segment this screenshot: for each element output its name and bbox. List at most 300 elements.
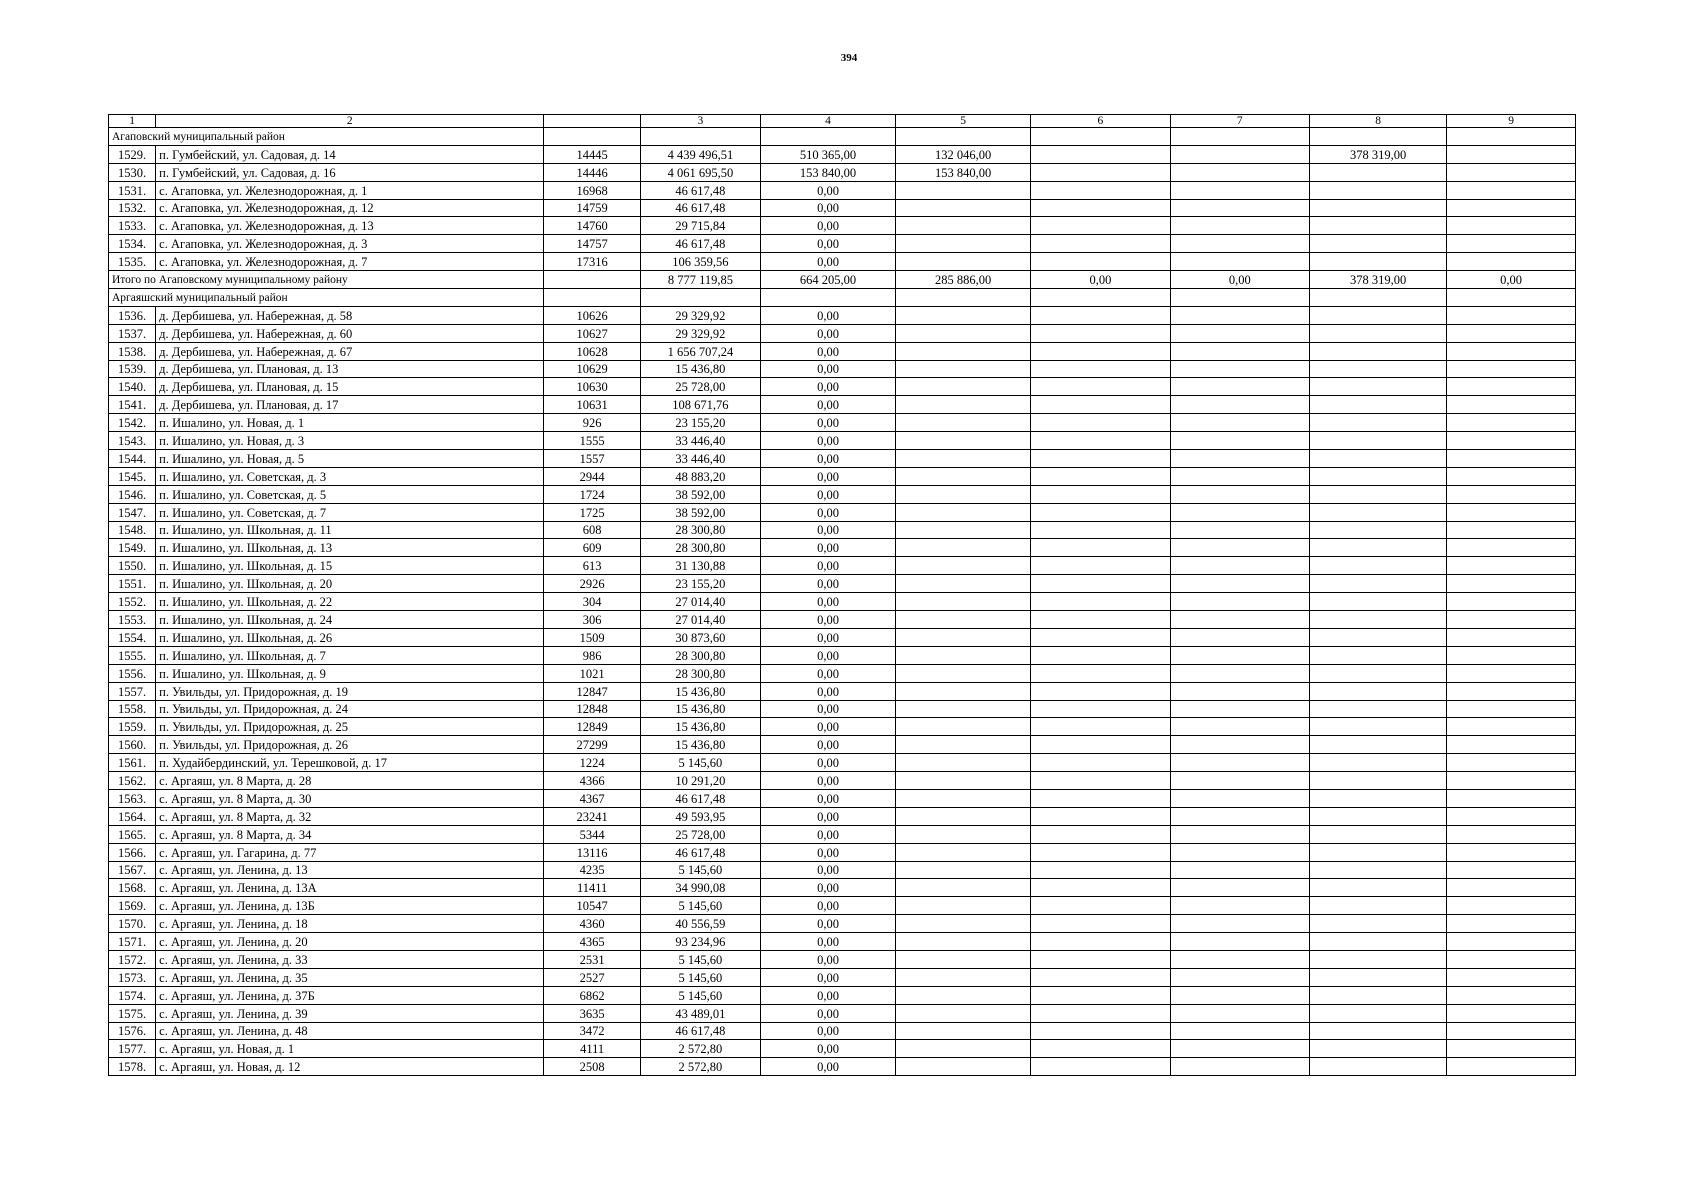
row-number: 1551. (109, 575, 156, 593)
col-6-value (1031, 700, 1170, 718)
section-title-row (109, 289, 1576, 307)
col-9-value (1447, 557, 1576, 575)
address: п. Ишалино, ул. Школьная, д. 24 (156, 611, 544, 629)
table-row (109, 1040, 1576, 1058)
col-6-value (1031, 1040, 1170, 1058)
building-id: 10547 (544, 897, 641, 915)
col-5-value (896, 467, 1031, 485)
row-number: 1529. (109, 145, 156, 163)
col-8-value (1309, 772, 1446, 790)
total-cost: 15 436,80 (640, 360, 760, 378)
row-number: 1544. (109, 450, 156, 468)
total-cost: 38 592,00 (640, 503, 760, 521)
address: с. Аргаяш, ул. Ленина, д. 13 (156, 861, 544, 879)
empty-cell (1031, 128, 1170, 146)
col-9-value (1447, 145, 1576, 163)
col-5-value (896, 217, 1031, 235)
total-cost: 30 873,60 (640, 628, 760, 646)
col-9-value (1447, 968, 1576, 986)
col-7-value (1170, 968, 1309, 986)
col-8-value (1309, 628, 1446, 646)
col-5-value (896, 682, 1031, 700)
col-5-value (896, 414, 1031, 432)
col-5-value (896, 485, 1031, 503)
col-9-value (1447, 628, 1576, 646)
row-number: 1546. (109, 485, 156, 503)
col-9-value (1447, 432, 1576, 450)
row-number: 1530. (109, 163, 156, 181)
col-8-value (1309, 718, 1446, 736)
row-number: 1560. (109, 736, 156, 754)
table-row (109, 557, 1576, 575)
table-row (109, 163, 1576, 181)
col-7-value (1170, 199, 1309, 217)
total-value: 285 886,00 (896, 271, 1031, 289)
empty-cell (544, 289, 641, 307)
col-9-value (1447, 986, 1576, 1004)
col-8-value (1309, 378, 1446, 396)
col-8-value (1309, 1004, 1446, 1022)
col-8-value (1309, 682, 1446, 700)
col-8-value (1309, 467, 1446, 485)
empty-cell (640, 289, 760, 307)
address: п. Ишалино, ул. Школьная, д. 9 (156, 664, 544, 682)
address: с. Аргаяш, ул. Ленина, д. 39 (156, 1004, 544, 1022)
row-number: 1545. (109, 467, 156, 485)
col-6-value (1031, 450, 1170, 468)
building-id: 14757 (544, 235, 641, 253)
col-7-value (1170, 432, 1309, 450)
col-5-value (896, 557, 1031, 575)
row-number: 1561. (109, 754, 156, 772)
address: п. Гумбейский, ул. Садовая, д. 14 (156, 145, 544, 163)
building-id: 17316 (544, 253, 641, 271)
col-4-value: 0,00 (760, 807, 895, 825)
col-7-value (1170, 646, 1309, 664)
address: п. Худайбердинский, ул. Терешковой, д. 17 (156, 754, 544, 772)
empty-cell (1447, 128, 1576, 146)
building-id: 3635 (544, 1004, 641, 1022)
total-cost: 4 061 695,50 (640, 163, 760, 181)
row-number: 1566. (109, 843, 156, 861)
row-number: 1543. (109, 432, 156, 450)
section-title-row (109, 128, 1576, 146)
total-cost: 2 572,80 (640, 1040, 760, 1058)
col-5-value (896, 754, 1031, 772)
total-cost: 28 300,80 (640, 521, 760, 539)
col-5-value (896, 1004, 1031, 1022)
table-row (109, 324, 1576, 342)
col-8-value (1309, 306, 1446, 324)
row-number: 1548. (109, 521, 156, 539)
col-6-value (1031, 628, 1170, 646)
total-cost: 25 728,00 (640, 825, 760, 843)
col-5-value (896, 986, 1031, 1004)
total-cost: 4 439 496,51 (640, 145, 760, 163)
col-9-value (1447, 521, 1576, 539)
empty-cell (1309, 289, 1446, 307)
col-4-value: 0,00 (760, 217, 895, 235)
col-5-value (896, 1058, 1031, 1076)
address: п. Ишалино, ул. Советская, д. 5 (156, 485, 544, 503)
col-7-value (1170, 360, 1309, 378)
address: с. Аргаяш, ул. Ленина, д. 35 (156, 968, 544, 986)
building-id: 10627 (544, 324, 641, 342)
header-cell: 1 (109, 115, 156, 128)
header-cell: 8 (1309, 115, 1446, 128)
col-7-value (1170, 1004, 1309, 1022)
empty-cell (1031, 289, 1170, 307)
total-cost: 23 155,20 (640, 575, 760, 593)
col-5-value (896, 915, 1031, 933)
address: с. Аргаяш, ул. Ленина, д. 18 (156, 915, 544, 933)
col-8-value (1309, 1058, 1446, 1076)
row-number: 1569. (109, 897, 156, 915)
col-7-value (1170, 557, 1309, 575)
col-9-value (1447, 217, 1576, 235)
building-id: 1021 (544, 664, 641, 682)
col-4-value: 0,00 (760, 736, 895, 754)
header-cell: 4 (760, 115, 895, 128)
col-7-value (1170, 378, 1309, 396)
table-row (109, 450, 1576, 468)
row-number: 1532. (109, 199, 156, 217)
building-id: 2944 (544, 467, 641, 485)
building-id: 12848 (544, 700, 641, 718)
col-7-value (1170, 324, 1309, 342)
col-9-value (1447, 736, 1576, 754)
table-row (109, 646, 1576, 664)
total-cost: 5 145,60 (640, 897, 760, 915)
total-cost: 5 145,60 (640, 968, 760, 986)
col-8-value (1309, 897, 1446, 915)
col-5-value (896, 450, 1031, 468)
col-4-value: 0,00 (760, 378, 895, 396)
col-9-value (1447, 1040, 1576, 1058)
col-7-value (1170, 772, 1309, 790)
row-number: 1577. (109, 1040, 156, 1058)
total-cost: 10 291,20 (640, 772, 760, 790)
col-8-value (1309, 199, 1446, 217)
table-body (109, 115, 1576, 1076)
col-5-value: 132 046,00 (896, 145, 1031, 163)
row-number: 1541. (109, 396, 156, 414)
building-id: 14759 (544, 199, 641, 217)
row-number: 1556. (109, 664, 156, 682)
col-8-value (1309, 521, 1446, 539)
col-5-value (896, 432, 1031, 450)
table-row (109, 360, 1576, 378)
total-cost: 1 656 707,24 (640, 342, 760, 360)
col-7-value (1170, 485, 1309, 503)
building-id: 609 (544, 539, 641, 557)
col-4-value: 153 840,00 (760, 163, 895, 181)
col-8-value (1309, 915, 1446, 933)
col-5-value (896, 611, 1031, 629)
col-5-value (896, 861, 1031, 879)
col-9-value (1447, 450, 1576, 468)
address: д. Дербишева, ул. Плановая, д. 15 (156, 378, 544, 396)
col-5-value (896, 718, 1031, 736)
total-label: Итого по Агаповскому муниципальному району (109, 271, 544, 289)
col-5-value (896, 1040, 1031, 1058)
col-5-value (896, 843, 1031, 861)
col-5-value (896, 360, 1031, 378)
col-5-value (896, 593, 1031, 611)
address: д. Дербишева, ул. Набережная, д. 67 (156, 342, 544, 360)
header-cell (544, 115, 641, 128)
building-id: 986 (544, 646, 641, 664)
col-7-value (1170, 145, 1309, 163)
col-9-value (1447, 879, 1576, 897)
total-cost: 25 728,00 (640, 378, 760, 396)
address: с. Аргаяш, ул. Ленина, д. 13А (156, 879, 544, 897)
col-6-value (1031, 593, 1170, 611)
address: с. Аргаяш, ул. 8 Марта, д. 30 (156, 789, 544, 807)
building-id: 14445 (544, 145, 641, 163)
col-8-value (1309, 789, 1446, 807)
empty-cell (896, 128, 1031, 146)
col-4-value: 0,00 (760, 754, 895, 772)
col-5-value (896, 306, 1031, 324)
building-id: 14760 (544, 217, 641, 235)
row-number: 1533. (109, 217, 156, 235)
col-9-value (1447, 646, 1576, 664)
col-4-value: 0,00 (760, 861, 895, 879)
table-row (109, 485, 1576, 503)
col-7-value (1170, 933, 1309, 951)
total-value: 8 777 119,85 (640, 271, 760, 289)
address: п. Ишалино, ул. Советская, д. 3 (156, 467, 544, 485)
col-7-value (1170, 986, 1309, 1004)
col-7-value (1170, 306, 1309, 324)
col-8-value (1309, 700, 1446, 718)
row-number: 1557. (109, 682, 156, 700)
col-4-value: 0,00 (760, 467, 895, 485)
total-cost: 15 436,80 (640, 682, 760, 700)
total-cost: 28 300,80 (640, 539, 760, 557)
total-cost: 46 617,48 (640, 843, 760, 861)
empty-cell (1309, 128, 1446, 146)
row-number: 1534. (109, 235, 156, 253)
col-6-value (1031, 682, 1170, 700)
total-cost: 49 593,95 (640, 807, 760, 825)
col-7-value (1170, 700, 1309, 718)
empty-cell (760, 289, 895, 307)
total-cost: 46 617,48 (640, 789, 760, 807)
total-cost: 34 990,08 (640, 879, 760, 897)
table-row (109, 611, 1576, 629)
col-5-value (896, 646, 1031, 664)
total-cost: 46 617,48 (640, 181, 760, 199)
row-number: 1539. (109, 360, 156, 378)
col-4-value: 0,00 (760, 646, 895, 664)
building-id: 2508 (544, 1058, 641, 1076)
row-number: 1540. (109, 378, 156, 396)
col-4-value: 0,00 (760, 897, 895, 915)
col-7-value (1170, 163, 1309, 181)
table-row (109, 378, 1576, 396)
col-4-value: 0,00 (760, 682, 895, 700)
building-id: 12849 (544, 718, 641, 736)
row-number: 1558. (109, 700, 156, 718)
row-number: 1554. (109, 628, 156, 646)
address: п. Ишалино, ул. Школьная, д. 7 (156, 646, 544, 664)
address: с. Агаповка, ул. Железнодорожная, д. 1 (156, 181, 544, 199)
row-number: 1535. (109, 253, 156, 271)
col-7-value (1170, 521, 1309, 539)
building-id: 23241 (544, 807, 641, 825)
col-9-value (1447, 754, 1576, 772)
building-id: 613 (544, 557, 641, 575)
col-8-value (1309, 950, 1446, 968)
col-6-value (1031, 825, 1170, 843)
address: п. Ишалино, ул. Новая, д. 5 (156, 450, 544, 468)
col-6-value (1031, 718, 1170, 736)
total-cost: 33 446,40 (640, 432, 760, 450)
header-cell: 9 (1447, 115, 1576, 128)
col-6-value (1031, 396, 1170, 414)
address: д. Дербишева, ул. Плановая, д. 13 (156, 360, 544, 378)
row-number: 1537. (109, 324, 156, 342)
building-id: 11411 (544, 879, 641, 897)
row-number: 1571. (109, 933, 156, 951)
col-8-value (1309, 253, 1446, 271)
table-row (109, 682, 1576, 700)
total-cost: 15 436,80 (640, 736, 760, 754)
row-number: 1531. (109, 181, 156, 199)
col-9-value (1447, 897, 1576, 915)
total-cost: 29 715,84 (640, 217, 760, 235)
col-7-value (1170, 664, 1309, 682)
col-6-value (1031, 1004, 1170, 1022)
col-6-value (1031, 503, 1170, 521)
col-6-value (1031, 557, 1170, 575)
table-row (109, 539, 1576, 557)
col-5-value (896, 575, 1031, 593)
col-8-value (1309, 754, 1446, 772)
total-cost: 93 234,96 (640, 933, 760, 951)
col-7-value (1170, 682, 1309, 700)
address: п. Ишалино, ул. Школьная, д. 11 (156, 521, 544, 539)
col-4-value: 0,00 (760, 324, 895, 342)
col-9-value (1447, 503, 1576, 521)
empty-cell (1170, 128, 1309, 146)
row-number: 1578. (109, 1058, 156, 1076)
address: с. Агаповка, ул. Железнодорожная, д. 12 (156, 199, 544, 217)
col-4-value: 0,00 (760, 593, 895, 611)
building-id: 4235 (544, 861, 641, 879)
col-9-value (1447, 163, 1576, 181)
col-9-value (1447, 575, 1576, 593)
col-9-value (1447, 342, 1576, 360)
total-value: 378 319,00 (1309, 271, 1446, 289)
col-4-value: 0,00 (760, 360, 895, 378)
address: п. Ишалино, ул. Новая, д. 3 (156, 432, 544, 450)
row-number: 1547. (109, 503, 156, 521)
col-6-value (1031, 575, 1170, 593)
col-4-value: 0,00 (760, 1004, 895, 1022)
col-5-value (896, 772, 1031, 790)
col-5-value (896, 235, 1031, 253)
col-4-value: 0,00 (760, 772, 895, 790)
col-5-value (896, 968, 1031, 986)
table-row (109, 503, 1576, 521)
col-5-value (896, 700, 1031, 718)
col-5-value (896, 253, 1031, 271)
col-9-value (1447, 235, 1576, 253)
address: с. Аргаяш, ул. Ленина, д. 13Б (156, 897, 544, 915)
empty-cell (760, 128, 895, 146)
total-cost: 38 592,00 (640, 485, 760, 503)
table-row (109, 718, 1576, 736)
building-id: 4360 (544, 915, 641, 933)
col-9-value (1447, 664, 1576, 682)
col-4-value: 0,00 (760, 718, 895, 736)
row-number: 1553. (109, 611, 156, 629)
col-7-value (1170, 575, 1309, 593)
col-4-value: 0,00 (760, 485, 895, 503)
col-8-value (1309, 646, 1446, 664)
total-value: 0,00 (1170, 271, 1309, 289)
total-cost: 15 436,80 (640, 700, 760, 718)
col-6-value (1031, 736, 1170, 754)
col-6-value (1031, 646, 1170, 664)
col-6-value (1031, 342, 1170, 360)
col-9-value (1447, 1022, 1576, 1040)
row-number: 1564. (109, 807, 156, 825)
col-8-value (1309, 450, 1446, 468)
address: с. Аргаяш, ул. Новая, д. 1 (156, 1040, 544, 1058)
address: д. Дербишева, ул. Набережная, д. 58 (156, 306, 544, 324)
building-id: 4366 (544, 772, 641, 790)
building-id: 304 (544, 593, 641, 611)
col-4-value: 0,00 (760, 933, 895, 951)
building-id: 3472 (544, 1022, 641, 1040)
empty-cell (1170, 289, 1309, 307)
address: с. Аргаяш, ул. 8 Марта, д. 28 (156, 772, 544, 790)
col-7-value (1170, 539, 1309, 557)
col-5-value (896, 342, 1031, 360)
col-8-value (1309, 235, 1446, 253)
col-8-value: 378 319,00 (1309, 145, 1446, 163)
col-5-value (896, 324, 1031, 342)
header-cell: 3 (640, 115, 760, 128)
table-row (109, 879, 1576, 897)
col-4-value: 0,00 (760, 181, 895, 199)
col-6-value (1031, 664, 1170, 682)
col-7-value (1170, 235, 1309, 253)
col-8-value (1309, 360, 1446, 378)
col-9-value (1447, 1004, 1576, 1022)
table-row (109, 807, 1576, 825)
header-cell: 5 (896, 115, 1031, 128)
row-number: 1559. (109, 718, 156, 736)
col-7-value (1170, 628, 1309, 646)
building-id: 608 (544, 521, 641, 539)
col-4-value: 0,00 (760, 611, 895, 629)
col-4-value: 0,00 (760, 879, 895, 897)
col-8-value (1309, 539, 1446, 557)
col-9-value (1447, 950, 1576, 968)
col-8-value (1309, 163, 1446, 181)
col-8-value (1309, 611, 1446, 629)
col-6-value (1031, 754, 1170, 772)
col-4-value: 0,00 (760, 575, 895, 593)
building-id: 14446 (544, 163, 641, 181)
col-9-value (1447, 789, 1576, 807)
building-id: 10629 (544, 360, 641, 378)
